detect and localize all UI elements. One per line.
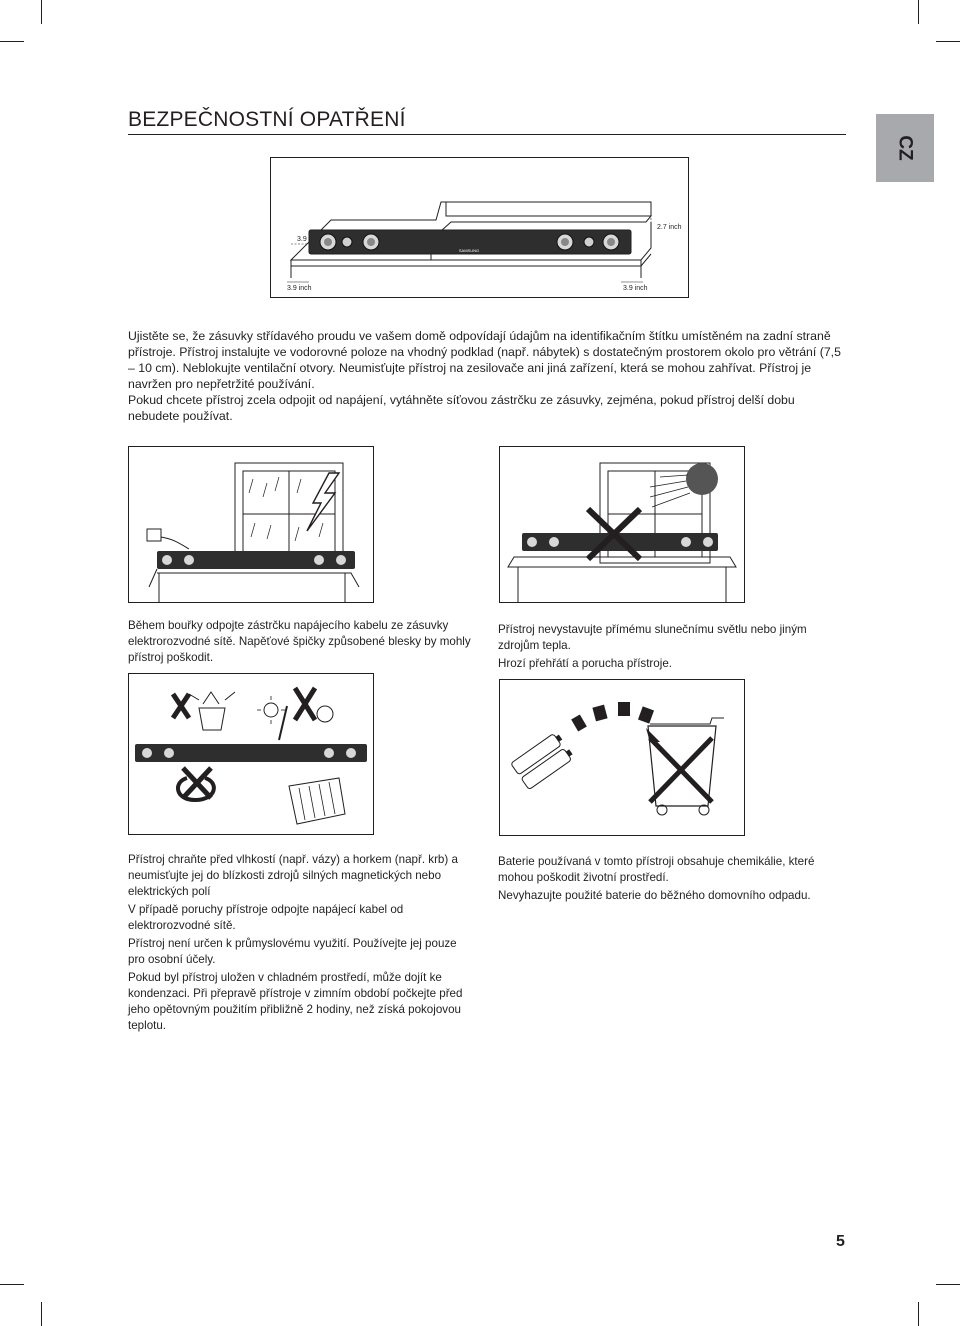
caption-text: Nevyhazujte použité baterie do běžného domovního odpadu. <box>498 889 811 902</box>
crop-mark <box>936 41 960 42</box>
battery-disposal-figure <box>499 679 745 836</box>
caption-text: Přístroj chraňte před vlhkostí (např. vázy) a horkem (např. krb) a neumisťujte jej do blízkosti zdrojů silných magnetických nebo elektrických polí <box>128 853 458 898</box>
caption-text: Baterie používaná v tomto přístroji obsahuje chemikálie, které mohou poškodit životní prostředí. <box>498 855 815 884</box>
language-label: CZ <box>894 135 916 161</box>
title-divider <box>128 134 846 135</box>
sunlight-caption <box>498 622 846 672</box>
caption-text: Hrozí přehřátí a porucha přístroje. <box>498 657 672 670</box>
installation-clearance-figure <box>270 157 689 298</box>
caption-text: Přístroj není určen k průmyslovému využití. Používejte jej pouze pro osobní účely. <box>128 937 457 966</box>
battery-disposal-illustration <box>500 680 744 835</box>
dimension-bottom-left: 3.9 inch <box>287 285 312 292</box>
language-tab <box>876 114 934 182</box>
dimension-left-top: 3.9 <box>297 236 307 243</box>
installation-illustration <box>271 158 688 297</box>
sunlight-figure <box>499 446 745 603</box>
dimension-bottom-right: 3.9 inch <box>623 285 648 292</box>
brand-logo: SAMSUNG <box>458 248 480 253</box>
page-number: 5 <box>836 1233 845 1250</box>
humidity-heat-illustration <box>129 674 373 834</box>
dimension-right-top: 2.7 inch <box>657 224 682 231</box>
humidity-heat-figure <box>128 673 374 835</box>
crop-mark <box>41 0 42 24</box>
caption-text: Přístroj nevystavujte přímému slunečnímu světlu nebo jiným zdrojům tepla. <box>498 623 807 652</box>
storm-figure <box>128 446 374 603</box>
caption-text: V případě poruchy přístroje odpojte napájecí kabel od elektrorozvodné sítě. <box>128 903 404 932</box>
storm-illustration <box>129 447 373 602</box>
crop-mark <box>936 1284 960 1285</box>
caption-text: Během bouřky odpojte zástrčku napájecího kabelu ze zásuvky elektrorozvodné sítě. Napěťové špičky způsobené blesky by mohly přístroj poškodit. <box>128 619 471 664</box>
battery-caption <box>498 854 846 904</box>
intro-text <box>128 328 846 424</box>
storm-caption <box>128 618 476 666</box>
intro-paragraph: Ujistěte se, že zásuvky střídavého proudu ve vašem domě odpovídají údajům na identifikačním štítku umístěném na zadní straně přístroje. Přístroj instalujte ve vodorovné poloze na vhodný podklad (např. nábytek) s dostatečným prostorem okolo pro větrání (7,5 – 10 cm). Neblokujte ventilační otvory. Neumisťujte přístroj na zesilovače ani jiná zařízení, která se mohou zahřívat. Přístroj je navržen pro nepřetržité používání. <box>128 329 841 391</box>
crop-mark <box>0 41 24 42</box>
sunlight-illustration <box>500 447 744 602</box>
crop-mark <box>918 0 919 24</box>
crop-mark <box>41 1302 42 1326</box>
crop-mark <box>0 1284 24 1285</box>
intro-paragraph: Pokud chcete přístroj zcela odpojit od napájení, vytáhněte síťovou zástrčku ze zásuvky, zejména, pokud přístroj delší dobu nebudete používat. <box>128 393 795 423</box>
caption-text: Pokud byl přístroj uložen v chladném prostředí, může dojít ke kondenzaci. Při přepravě přístroje v zimním období počkejte před jeho opětovným použitím přibližně 2 hodiny, než získá pokojovou teplotu. <box>128 971 463 1032</box>
humidity-heat-caption <box>128 852 472 1034</box>
crop-mark <box>918 1302 919 1326</box>
page-title: BEZPEČNOSTNÍ OPATŘENÍ <box>128 108 406 131</box>
